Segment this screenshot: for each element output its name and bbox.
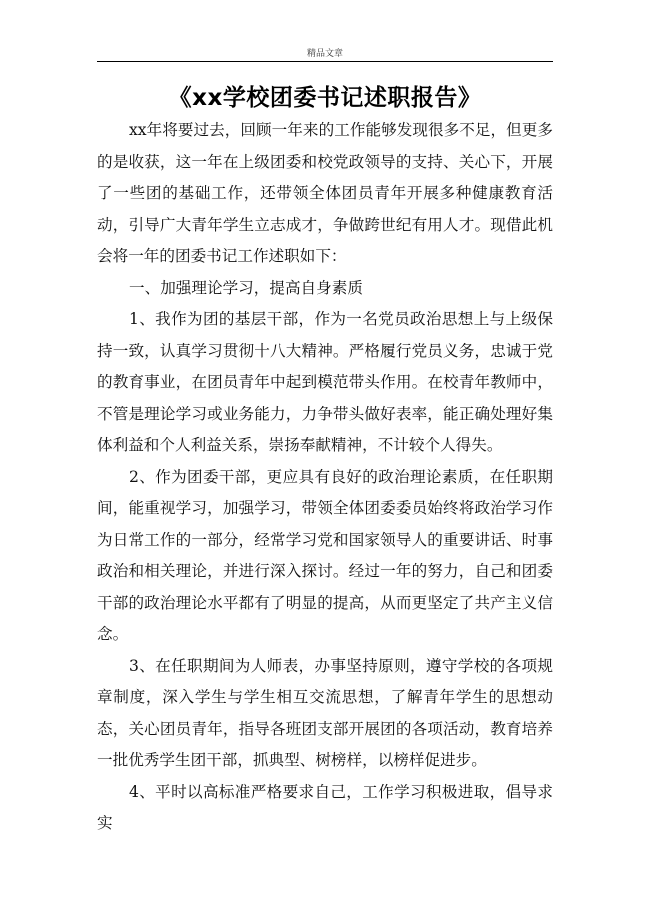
header-label: 精品文章	[306, 49, 343, 59]
paragraph-item-3: 3、在任职期间为人师表，办事坚持原则，遵守学校的各项规章制度，深入学生与学生相互交流思想，了解青年学生的思想动态，关心团员青年，指导各班团支部开展团的各项活动，教育培养一批优秀学生团干部，抓典型、树榜样，以榜样促进步。	[97, 656, 553, 769]
paragraph-item-4: 4、平时以高标准严格要求自己，工作学习积极进取，倡导求实	[97, 782, 553, 832]
document-body	[97, 115, 553, 840]
paragraph-item-1: 1、我作为团的基层干部，作为一名党员政治思想上与上级保持一致，认真学习贯彻十八大精神。严格履行党员义务，忠诚于党的教育事业，在团员青年中起到模范带头作用。在校青年教师中，不管是理论学习或业务能力，力争带头做好表率，能正确处理好集体利益和个人利益关系，崇扬奉献精神，不计较个人得失。	[97, 310, 553, 454]
paragraph-intro: xx年将要过去，回顾一年来的工作能够发现很多不足，但更多的是收获，这一年在上级团委和校党政领导的支持、关心下，开展了一些团的基础工作，还带领全体团员青年开展多种健康教育活动，引导广大青年学生立志成才，争做跨世纪有用人才。现借此机会将一年的团委书记工作述职如下：	[97, 121, 553, 265]
page-header	[97, 34, 553, 62]
document-title: 《xx学校团委书记述职报告》	[168, 85, 482, 111]
section-heading-1: 一、加强理论学习，提高自身素质	[129, 278, 363, 297]
paragraph-item-2: 2、作为团委干部，更应具有良好的政治理论素质，在任职期间，能重视学习，加强学习，带领全体团委委员始终将政治学习作为日常工作的一部分，经常学习党和国家领导人的重要讲话、时事政治和相关理论，并进行深入探讨。经过一年的努力，自己和团委干部的政治理论水平都有了明显的提高，从而更坚定了共产主义信念。	[97, 467, 553, 643]
